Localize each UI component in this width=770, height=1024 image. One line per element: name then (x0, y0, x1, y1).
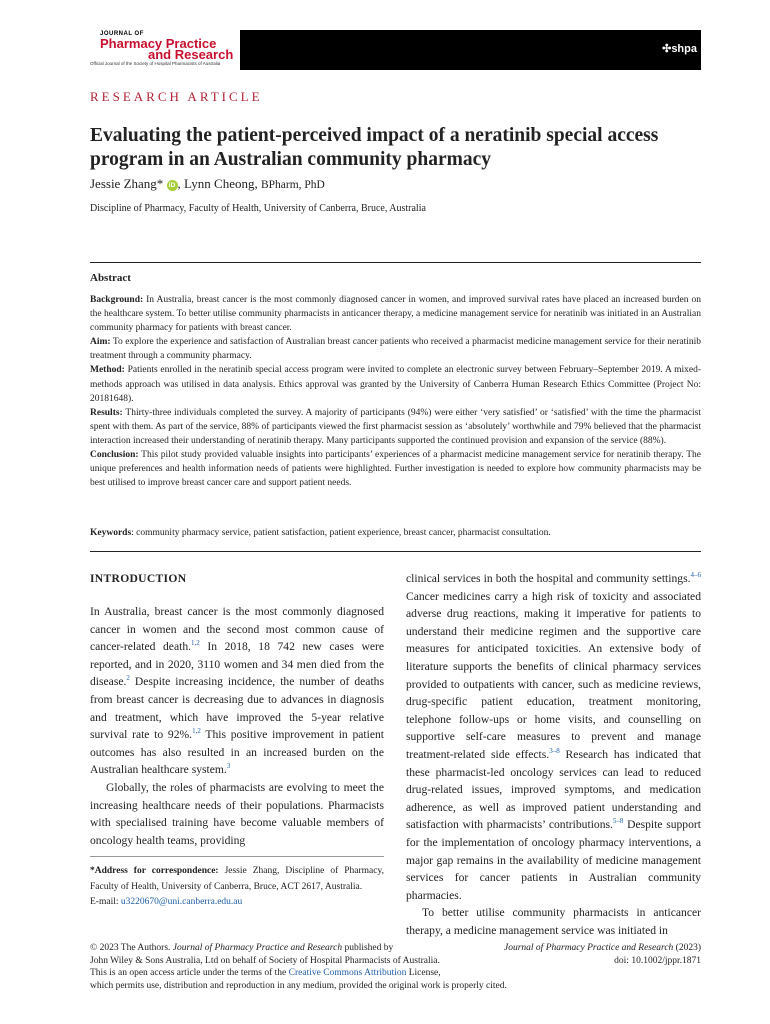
shpa-logo (662, 42, 697, 55)
divider (90, 551, 701, 552)
article-title: Evaluating the patient-perceived impact of a neratinib special access program in an Australian community pharmacy (90, 125, 659, 170)
journal-name-line1: Pharmacy Practice (100, 36, 217, 51)
journal-name-line2: and Research (148, 47, 234, 62)
abstract-body (90, 293, 701, 490)
author-name[interactable]: Jessie Zhang (90, 176, 157, 191)
abstract-results: Results: Thirty-three individuals completed the survey. A majority of participants (94%) were either ‘very satisfied’ or ‘satisfied’ with the time the pharmacist spent with them. As part of the service, 88% of participants viewed the first pharmacist session as ‘absolutely’ worthwhile and 79% believed that the pharmacist interaction increased their understanding of neratinib therapy. Many participants supported the continued provision and expansion of the service (88%). (90, 407, 701, 446)
divider (90, 262, 701, 263)
body-column-right (406, 570, 701, 939)
intro-paragraph-1: In Australia, breast cancer is the most commonly diagnosed cancer in women and the second most common cause of cancer-related death.$^{1,2}$ In 2018, 18 742 new cases were reported, and in 2020, 3110 women and 34 men died from the disease.$^2$ Despite increasing incidence, the number of deaths from breast cancer is decreasing due to advances in diagnosis and treatment, which have improved the 5-year relative survival rate to 92%.$^{1,2}$ This positive improvement in patient outcomes has also resulted in an increased burden on the Australian healthcare system.$^3$ (90, 605, 384, 777)
author-name[interactable]: Lynn Cheong, (184, 176, 258, 191)
keywords-text: : community pharmacy service, patient satisfaction, patient experience, breast cancer, pharmacist consultation. (131, 528, 551, 538)
citation-link[interactable]: 3–8 (549, 746, 560, 755)
intro-paragraph-2: Globally, the roles of pharmacists are evolving to meet the increasing healthcare needs of their populations. Pharmacists with specialised training have become valuable members of oncology health teams, providing (90, 780, 384, 847)
abstract-conclusion: Conclusion: This pilot study provided valuable insights into participants’ experiences of a pharmacist medicine management service for neratinib therapy. The unique preferences and health information needs of patients were highlighted. Further investigation is needed to explore how community pharmacists may be best utilised to improve breast cancer care and support patient needs. (90, 450, 701, 489)
abstract-heading: Abstract (90, 272, 131, 284)
keywords (90, 528, 701, 538)
citation-link[interactable]: 3 (226, 762, 231, 771)
citation-link[interactable]: 5–8 (612, 817, 624, 826)
section-heading-introduction: INTRODUCTION (90, 572, 187, 585)
license-footer: © 2023 The Authors. Journal of Pharmacy Practice and Research published by John Wiley & Sons Australia, Ltd on behalf of Society of Hospital Pharmacists of Australia. This is an open access article under the terms of the Creative Commons Attribution License, which permits use, distribution and reproduction in any medium, provided the original work is properly cited. (90, 943, 507, 991)
citation-footer: Journal of Pharmacy Practice and Research (2023) doi: 10.1002/jppr.1871 (504, 943, 701, 966)
shpa-logo-text: shpa (671, 43, 697, 55)
intro-paragraph-2-cont: clinical services in both the hospital and community settings.$^{4-6}$ Cancer medicines carry a high risk of toxicity and associated adverse drug reactions, making it imperative for patients to understand their medicine regimen and the supportive care measures for anticipated toxicities. An extensive body of literature supports the benefits of clinical pharmacy services provided to outpatients with cancer, such as medicine reviews, drug-specific patient education, treatment monitoring, telephone follow-ups or home visits, and counselling on supportive self-care measures to prevent and manage treatment-related side effects.$^{3-8}$ Research has indicated that these pharmacist-led oncology services can lead to reduced drug-related issues, improved symptoms, and medication adherence, as well as improved patient understanding and satisfaction with pharmacists’ contributions.$^{5-8}$ Despite support for the implementation of oncology pharmacy interventions, a major gap remains in the availability of medicine management services for cancer patients in Australian community pharmacies. (406, 571, 701, 902)
abstract-aim: Aim: To explore the experience and satisfaction of Australian breast cancer patients who received a pharmacist medicine management service for their neratinib treatment through a community pharmacy. (90, 337, 701, 362)
author-degrees: BPharm, PhD (260, 179, 325, 191)
citation-link[interactable]: 1,2 (191, 639, 200, 648)
journal-logo (90, 30, 240, 70)
keywords-label: Keywords (90, 528, 132, 538)
journal-subtitle: Official Journal of the Society of Hospital Pharmacists of Australia (90, 61, 221, 66)
abstract-background: Background: In Australia, breast cancer is the most commonly diagnosed cancer in women, and improved survival rates have placed an increased burden on the healthcare system. To better utilise community pharmacists in anticancer therapy, a medicine management service for neratinib was initiated in an Australian community pharmacy for patients with breast cancer. (90, 295, 702, 334)
email-link[interactable]: u3220670@uni.canberra.edu.au (120, 897, 243, 907)
intro-paragraph-3: To better utilise community pharmacists in anticancer therapy, a medicine management service was initiated in (406, 906, 701, 937)
affiliation: Discipline of Pharmacy, Faculty of Health, University of Canberra, Bruce, Australia (90, 203, 426, 214)
citation-link[interactable]: 1,2 (192, 727, 201, 736)
footnote-divider (90, 856, 384, 857)
shpa-mark-icon: ✣ (662, 43, 672, 55)
journal-of-text: JOURNAL OF (100, 31, 144, 37)
orcid-icon[interactable]: iD (167, 180, 178, 191)
author-separator: , (177, 176, 181, 191)
citation-link[interactable]: 4–6 (690, 571, 701, 579)
doi[interactable]: doi: 10.1002/jppr.1871 (614, 955, 701, 966)
correspondence-note: *Address for correspondence: Jessie Zhang, Discipline of Pharmacy, Faculty of Health, University of Canberra, Bruce, ACT 2617, Australia. E-mail: u3220670@uni.canberra.edu.au (90, 866, 384, 907)
citation-link[interactable]: 2 (126, 674, 130, 683)
corresponding-mark: * (156, 176, 164, 191)
journal-reference: Journal of Pharmacy Practice and Research (504, 943, 674, 953)
body-column-left (90, 570, 384, 849)
license-link[interactable]: Creative Commons Attribution (288, 968, 407, 978)
journal-banner (90, 30, 701, 70)
correspondence-label: *Address for correspondence: (90, 866, 219, 876)
author-list (90, 176, 325, 192)
abstract-method: Method: Patients enrolled in the neratinib special access program were invited to complete an electronic survey between February–September 2019. A mixed-methods approach was utilised in data analysis. Ethics approval was granted by the University of Canberra Human Research Ethics Committee (Project No: 20181648). (90, 365, 701, 404)
article-type: RESEARCH ARTICLE (90, 89, 263, 104)
